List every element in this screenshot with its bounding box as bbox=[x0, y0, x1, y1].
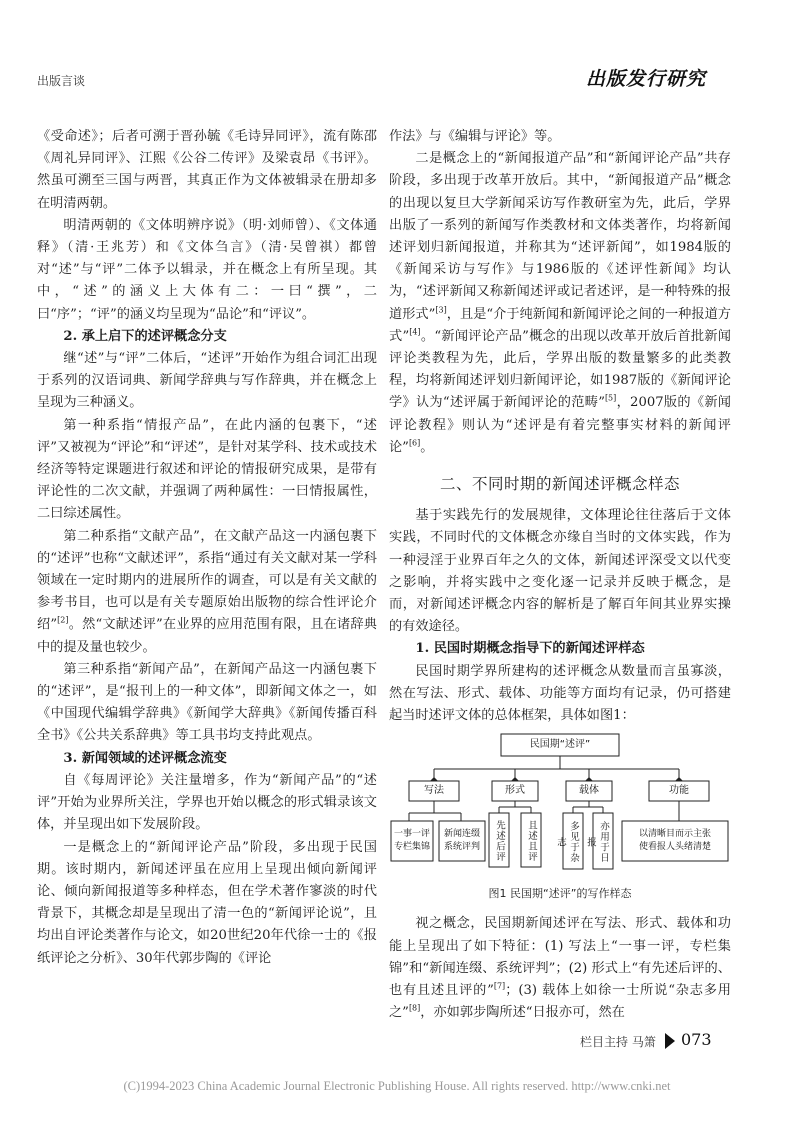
subsection-heading: 2. 承上启下的述评概念分支 bbox=[63, 328, 227, 344]
section-heading: 二、不同时期的新闻述评概念样态 bbox=[439, 475, 680, 494]
body-paragraph: 第三种系指“新闻产品”，在新闻产品这一内涵包裹下的“述评”，是“报刊上的一种文体”，即新闻文体之一，如《中国现代编辑学辞典》《新闻学大辞典》《新闻传播百科全书》《公共关系辞典》等工具书均支持此观点。 bbox=[37, 661, 377, 744]
diagram-leaf-carrier-1: 多见于杂志 bbox=[555, 821, 579, 864]
copyright-line: (C)1994-2023 China Academic Journal Electronic Publishing House. All rights reserved. http://www.cnki.net bbox=[123, 1079, 671, 1093]
left-column bbox=[37, 126, 377, 970]
body-paragraph: 自《每周评论》关注量增多，作为“新闻产品”的“述评”开始为业界所关注，学界也开始以概念的形式辑录该文体，并呈现出如下发展阶段。 bbox=[37, 772, 377, 833]
diagram-category-carrier: 载体 bbox=[579, 785, 599, 797]
body-paragraph: 《受命述》；后者可溯于晋孙毓《毛诗异同评》，流有陈邵《周礼异同评》、江熙《公谷二传评》及梁袁昂《书评》。然虽可溯至三国与两晋，其真正作为文体被辑录在册却多在明清两朝。 bbox=[37, 129, 377, 211]
body-paragraph: 明清两朝的《文体明辨序说》（明·刘师曾）、《文体通释》（清·王兆芳）和《文体刍言》（清·吴曾祺）都曾对“述”与“评”二体予以辑录，并在概念上有所呈现。其中，“述”的涵义上大体有二：一曰“撰”，二曰“序”；“评”的涵义均呈现为“品论”和“评议”。 bbox=[37, 217, 377, 322]
diagram-leaf-form-2: 且述且评 bbox=[526, 820, 537, 863]
journal-section-label: 出版言谈 bbox=[37, 74, 86, 88]
subsection-heading: 3. 新闻领域的述评概念流变 bbox=[63, 750, 227, 766]
diagram-category-writing: 写法 bbox=[424, 785, 444, 797]
subsection-heading: 1. 民国时期概念指导下的新闻述评样态 bbox=[415, 641, 645, 657]
right-column bbox=[389, 126, 731, 1025]
diagram-leaf-carrier-2: 亦用于日报 bbox=[585, 821, 609, 864]
body-paragraph: 一是概念上的“新闻评论产品”阶段，多出现于民国期。该时期内，新闻述评虽在应用上呈现出倾向新闻评论、倾向新闻报道等多种样态，但在学术著作寥淡的时代背景下，其概念却是呈现出了清一色的“新闻评论说”，且均出自评论类著作与论文，如20世纪20年代徐一士的《报纸评论之分析》、30年代郭步陶的《评论 bbox=[37, 839, 377, 966]
body-paragraph: 二是概念上的“新闻报道产品”和“新闻评论产品”共存阶段，多出现于改革开放后。其中，“新闻报道产品”概念的出现以复旦大学新闻采访写作教研室为先，此后，学界出版了一系列的新闻写作类教材和文体类著作，均将新闻述评划归新闻报道，并称其为“述评新闻”，如1984版的《新闻采访与写作》与1986版的《述评性新闻》均认为，“述评新闻又称新闻述评或记者述评，是一种特殊的报道形式”[3]，且是“介于纯新闻和新闻评论之间的一种报道方式”[4]。“新闻评论产品”概念的出现以改革开放后首批新闻评论类教程为先，此后，学界出版的数量繁多的此类教程，均将新闻述评划归新闻评论，如1987版的《新闻评论学》认为“述评属于新闻评论的范畴”[5]，2007版的《新闻评论教程》则认为“述评是有着完整事实材料的新闻评论”[6]。 bbox=[389, 151, 731, 455]
diagram-leaf-writing-1: 一事一评 专栏集锦 bbox=[393, 829, 430, 853]
figure-caption: 图1 民国期“述评”的写作样态 bbox=[488, 887, 632, 901]
body-paragraph: 第一种系指“情报产品”，在此内涵的包裹下，“述评”又被视为“评论”和“评述”，是针对某学科、技术或技术经济等特定课题进行叙述和评论的情报研究成果，是带有评论性的二次文献，并强调了两种属性：一曰情报属性，二曰综述属性。 bbox=[37, 417, 377, 522]
journal-logo: 出版发行研究 bbox=[585, 68, 706, 90]
body-paragraph: 继“述”与“评”二体后，“述评”开始作为组合词汇出现于系列的汉语词典、新闻学辞典与写作辞典，并在概念上呈现为三种涵义。 bbox=[37, 351, 377, 411]
figure-1-diagram bbox=[389, 731, 731, 881]
body-paragraph: 民国时期学界所建构的述评概念从数量而言虽寡淡，然在写法、形式、载体、功能等方面均有记录，仍可搭建起当时述评文体的总体框架，具体如图1： bbox=[389, 663, 731, 724]
body-paragraph: 视之概念，民国期新闻述评在写法、形式、载体和功能上呈现出了如下特征：(1) 写法上“一事一评，专栏集锦”和“新闻连缀、系统评判”；(2) 形式上“有先述后评的、也有且述且评的”[7]；(3) 载体上如徐一士所说“杂志多用之”[8]，亦如郭步陶所述“日报亦可，然在 bbox=[389, 916, 731, 1021]
diagram-category-form: 形式 bbox=[505, 785, 525, 797]
body-paragraph: 作法》与《编辑与评论》等。 bbox=[389, 129, 561, 144]
page-number: 073 bbox=[681, 1030, 712, 1049]
body-paragraph: 第二种系指“文献产品”，在文献产品这一内涵包裹下的“述评”也称“文献述评”，系指“通过有关文献对某一学科领域在一定时期内的进展所作的调查，可以是有关文献的参考书目，也可以是有关专题原始出版物的综合性评论介绍”[2]。然“文献述评”在业界的应用范围有限，且在诸辞典中的提及量也较少。 bbox=[37, 528, 377, 655]
diagram-lines bbox=[389, 731, 731, 881]
body-paragraph: 基于实践先行的发展规律，文体理论往往落后于文体实践，不同时代的文体概念亦缘自当时的文体实践，作为一种浸淫于业界百年之久的文体，新闻述评深受文以代变之影响，并将实践中之变化逐一记录并反映于概念，是而，对新闻述评概念内容的解析是了解百年间其业界实操的有效途径。 bbox=[389, 508, 731, 635]
diagram-root-label: 民国期“述评” bbox=[529, 739, 591, 751]
diagram-leaf-function: 以清晰目而示主张 使看报人头绪清楚 bbox=[638, 829, 711, 853]
page-arrow-icon bbox=[665, 1033, 675, 1049]
diagram-category-function: 功能 bbox=[669, 785, 689, 797]
diagram-leaf-writing-2: 新闻连缀 系统评判 bbox=[443, 829, 480, 853]
diagram-leaf-form-1: 先述后评 bbox=[494, 820, 505, 863]
column-editor: 栏目主持 马箫 bbox=[580, 1035, 656, 1049]
